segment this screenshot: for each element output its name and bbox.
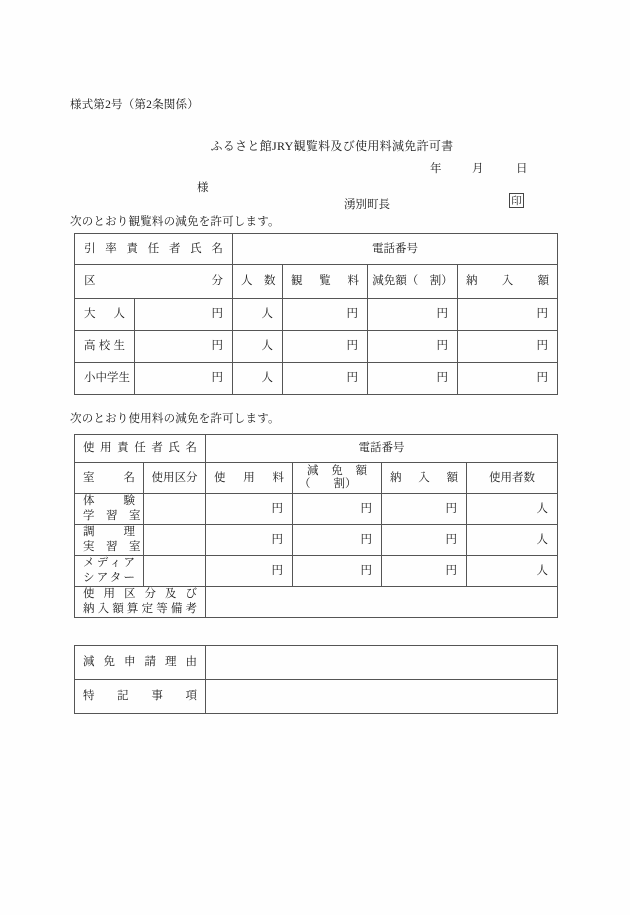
cell-adult-payment[interactable]: 円: [458, 299, 558, 331]
cell-column-usage-payment: 納 入 額: [382, 463, 467, 494]
cell-usage-phone-label: 電話番号: [206, 435, 558, 463]
cell-schoolchild-reduction[interactable]: 円: [368, 363, 458, 395]
cell-room-chouri: 調 理 実 習 室: [75, 524, 144, 555]
table-row: [75, 555, 558, 586]
date-day-label: 日: [516, 163, 528, 175]
cell-chouri-reduction[interactable]: 円: [293, 524, 382, 555]
cell-column-usage-fee: 使用料: [206, 463, 293, 494]
cell-highschool-reduction[interactable]: 円: [368, 331, 458, 363]
table-row: [75, 363, 558, 395]
table-row: [75, 463, 558, 494]
cell-schoolchild-count[interactable]: 人: [233, 363, 283, 395]
form-number: 様式第2号（第2条関係）: [70, 99, 199, 111]
cell-category-schoolchild: 小中学生: [75, 363, 135, 395]
cell-column-category: 区 分: [75, 265, 233, 299]
cell-column-usage-type: 使用区分: [144, 463, 206, 494]
cell-highschool-count[interactable]: 人: [233, 331, 283, 363]
cell-chouri-users[interactable]: 人: [467, 524, 558, 555]
cell-taiken-payment[interactable]: 円: [382, 494, 467, 525]
issuer-name: 湧別町長: [344, 199, 390, 211]
table-row: [75, 435, 558, 463]
cell-taiken-usage-type[interactable]: [144, 494, 206, 525]
page-title: ふるさと館JRY観覧料及び使用料減免許可書: [210, 139, 454, 153]
cell-column-reduction: 減免額（ 割）: [368, 265, 458, 299]
cell-chouri-fee[interactable]: 円: [206, 524, 293, 555]
cell-special-notes-label: 特記事項: [75, 680, 206, 714]
addressee-suffix: 様: [197, 182, 209, 194]
seal-stamp-box: 印: [509, 193, 524, 208]
cell-room-media-theater: メディア シアター: [75, 555, 144, 586]
table-row: [75, 494, 558, 525]
table-row: [75, 524, 558, 555]
cell-responsible-label: 引率責任者氏名: [75, 234, 233, 265]
table-row: [75, 646, 558, 680]
cell-taiken-fee[interactable]: 円: [206, 494, 293, 525]
cell-reduction-reason-label: 減免申請理由: [75, 646, 206, 680]
cell-schoolchild-payment[interactable]: 円: [458, 363, 558, 395]
cell-highschool-fee[interactable]: 円: [135, 331, 233, 363]
cell-usage-note-label: 使用区分及び 納入額算定等備考: [75, 586, 206, 617]
cell-media-usage-type[interactable]: [144, 555, 206, 586]
date-month-label: 月: [472, 163, 484, 175]
cell-media-users[interactable]: 人: [467, 555, 558, 586]
table-row: [75, 234, 558, 265]
cell-column-user-count: 使用者数: [467, 463, 558, 494]
cell-taiken-users[interactable]: 人: [467, 494, 558, 525]
usage-fee-table: [74, 434, 558, 618]
cell-chouri-usage-type[interactable]: [144, 524, 206, 555]
cell-media-fee[interactable]: 円: [206, 555, 293, 586]
cell-room-taiken: 体 験 学 習 室: [75, 494, 144, 525]
table-row: [75, 680, 558, 714]
cell-schoolchild-fee[interactable]: 円: [135, 363, 233, 395]
cell-column-usage-reduction: 減 免 額 （ 割）: [293, 463, 382, 494]
cell-adult-reduction[interactable]: 円: [368, 299, 458, 331]
table-row: [75, 586, 558, 617]
reason-table: [74, 645, 558, 714]
cell-highschool-payment[interactable]: 円: [458, 331, 558, 363]
table-row: [75, 265, 558, 299]
cell-schoolchild-viewing-fee[interactable]: 円: [283, 363, 368, 395]
cell-adult-count[interactable]: 人: [233, 299, 283, 331]
cell-column-payment: 納 入 額: [458, 265, 558, 299]
cell-taiken-reduction[interactable]: 円: [293, 494, 382, 525]
cell-column-count: 人 数: [233, 265, 283, 299]
cell-adult-fee[interactable]: 円: [135, 299, 233, 331]
cell-phone-label: 電話番号: [233, 234, 558, 265]
usage-fee-lead-text: 次のとおり使用料の減免を許可します。: [70, 413, 280, 425]
cell-special-notes-value[interactable]: [206, 680, 558, 714]
cell-usage-note-value[interactable]: [206, 586, 558, 617]
cell-category-adult: 大 人: [75, 299, 135, 331]
viewing-fee-lead-text: 次のとおり観覧料の減免を許可します。: [70, 216, 280, 228]
cell-category-highschool: 高校生: [75, 331, 135, 363]
cell-reduction-reason-value[interactable]: [206, 646, 558, 680]
cell-chouri-payment[interactable]: 円: [382, 524, 467, 555]
date-line: [430, 160, 528, 176]
cell-highschool-viewing-fee[interactable]: 円: [283, 331, 368, 363]
cell-column-room: 室 名: [75, 463, 144, 494]
cell-adult-viewing-fee[interactable]: 円: [283, 299, 368, 331]
cell-column-viewing-fee: 観 覧 料: [283, 265, 368, 299]
cell-media-payment[interactable]: 円: [382, 555, 467, 586]
viewing-fee-table: [74, 233, 558, 395]
date-year-label: 年: [430, 163, 442, 175]
table-row: [75, 299, 558, 331]
cell-usage-responsible-label: 使用責任者氏名: [75, 435, 206, 463]
cell-media-reduction[interactable]: 円: [293, 555, 382, 586]
table-row: [75, 331, 558, 363]
